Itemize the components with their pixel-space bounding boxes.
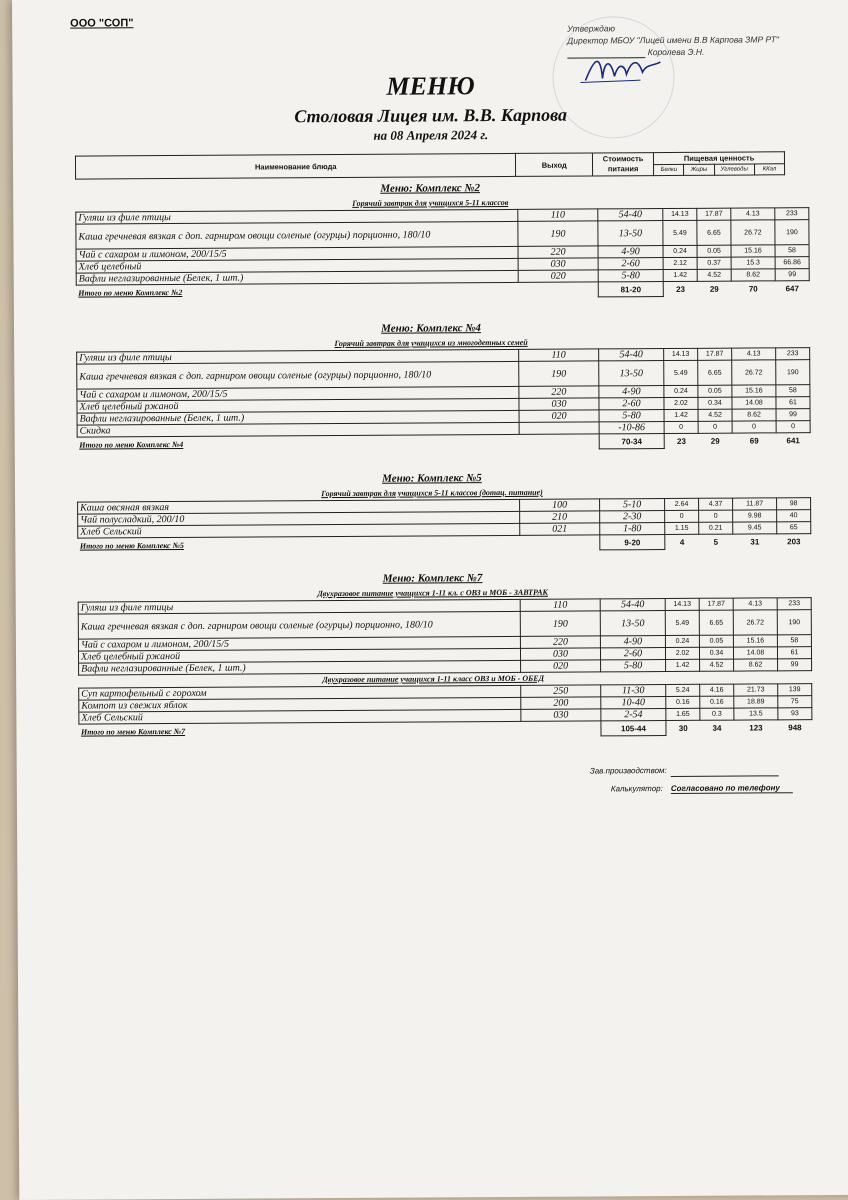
dish-yield: 110 bbox=[518, 209, 598, 221]
dish-carbs: 0 bbox=[732, 421, 776, 433]
dish-protein: 0.16 bbox=[666, 696, 700, 708]
header-fat: Жиры bbox=[684, 164, 714, 175]
dish-kcal: 233 bbox=[777, 598, 811, 610]
dish-yield: 030 bbox=[518, 258, 598, 270]
dish-carbs: 4.13 bbox=[732, 348, 776, 360]
dish-name: Хлеб Сельский bbox=[79, 709, 521, 724]
total-fat: 34 bbox=[712, 723, 722, 733]
total-row bbox=[77, 433, 810, 452]
dish-carbs: 4.13 bbox=[731, 208, 775, 220]
header-carbs: Углеводы bbox=[714, 164, 754, 175]
dish-protein: 5.49 bbox=[665, 610, 699, 635]
dish-carbs: 14.08 bbox=[732, 397, 776, 409]
dish-fat: 6.65 bbox=[697, 220, 731, 245]
dish-carbs: 26.72 bbox=[731, 220, 775, 245]
dish-price: 4-90 bbox=[599, 386, 664, 398]
total-kcal: 641 bbox=[786, 435, 800, 446]
dish-yield: 021 bbox=[520, 523, 600, 535]
signature-line bbox=[567, 47, 645, 58]
total-protein: 23 bbox=[676, 436, 686, 446]
total-carbs: 31 bbox=[750, 537, 760, 547]
dish-fat: 6.65 bbox=[698, 360, 732, 385]
dish-fat: 0 bbox=[699, 510, 733, 522]
dish-protein: 0 bbox=[665, 510, 699, 522]
dish-fat: 0.21 bbox=[699, 522, 733, 534]
dish-kcal: 0 bbox=[776, 421, 810, 433]
dish-name: Суп картофельный с горохом bbox=[79, 685, 521, 700]
dish-kcal: 98 bbox=[777, 498, 811, 510]
dish-yield: 190 bbox=[518, 221, 598, 246]
dish-name: Вафли неглазированные (Белек, 1 шт.) bbox=[76, 270, 518, 285]
canteen-name: Столовая Лицея им. В.В. Карпова bbox=[294, 104, 568, 127]
dish-price: 13-50 bbox=[598, 221, 663, 246]
dish-carbs: 4.13 bbox=[733, 598, 777, 610]
dish-kcal: 75 bbox=[778, 696, 812, 708]
dish-protein: 14.13 bbox=[665, 598, 699, 610]
dish-carbs: 21.73 bbox=[734, 684, 778, 696]
dish-yield: 190 bbox=[519, 361, 599, 386]
footer bbox=[17, 765, 848, 794]
group-subtitle: Горячий завтрак для учащихся 5-11 классов (дотац. питание) bbox=[321, 487, 543, 499]
dish-yield: 110 bbox=[520, 599, 600, 611]
dish-protein: 1.42 bbox=[663, 269, 697, 281]
dish-protein: 1.65 bbox=[666, 708, 700, 720]
menu-title: Меню: Комплекс №5 bbox=[382, 472, 482, 485]
group-subtitle: Двухразовое питание учащихся 1-11 класс ОВЗ и МОБ - ОБЕД bbox=[322, 673, 545, 685]
dish-price: 13-50 bbox=[599, 361, 664, 386]
total-protein: 23 bbox=[676, 284, 686, 294]
menu-table bbox=[78, 597, 812, 675]
dish-yield: 220 bbox=[519, 386, 599, 398]
dish-carbs: 8.62 bbox=[732, 409, 776, 421]
dish-price: 54-40 bbox=[600, 599, 665, 611]
menu-sheet bbox=[12, 0, 848, 1200]
dish-fat: 0.05 bbox=[699, 635, 733, 647]
dish-protein: 2.64 bbox=[665, 498, 699, 510]
dish-yield: 020 bbox=[521, 660, 601, 672]
dish-name: Вафли неглазированные (Белек, 1 шт.) bbox=[77, 410, 519, 425]
dish-fat: 0.34 bbox=[699, 647, 733, 659]
dish-fat: 4.52 bbox=[700, 659, 734, 671]
dish-yield: 020 bbox=[519, 410, 599, 422]
dish-carbs: 13.5 bbox=[734, 708, 778, 720]
total-kcal: 948 bbox=[788, 722, 802, 733]
approval-name: Королева Э.Н. bbox=[647, 46, 705, 58]
dish-fat: 17.87 bbox=[699, 598, 733, 610]
dish-name: Хлеб целебный bbox=[76, 258, 518, 273]
dish-yield: 030 bbox=[520, 648, 600, 660]
total-label: Итого по меню Комплекс №5 bbox=[79, 540, 184, 551]
dish-carbs: 26.72 bbox=[732, 360, 776, 385]
dish-carbs: 8.62 bbox=[731, 269, 775, 281]
total-fat: 29 bbox=[710, 436, 720, 446]
dish-protein: 0.24 bbox=[665, 635, 699, 647]
total-label: Итого по меню Комплекс №4 bbox=[79, 439, 184, 450]
dish-carbs: 18.89 bbox=[734, 696, 778, 708]
dish-name: Хлеб целебный ржаной bbox=[77, 398, 519, 413]
dish-carbs: 15.16 bbox=[731, 245, 775, 257]
dish-name: Каша гречневая вязкая с доп. гарниром овощи соленые (огурцы) порционно, 180/10 bbox=[76, 221, 518, 249]
organization-name: ООО "СОП" bbox=[70, 17, 134, 30]
dish-kcal: 190 bbox=[775, 220, 809, 245]
dish-name: Чай полусладкий, 200/10 bbox=[78, 511, 520, 526]
approval-block bbox=[567, 21, 807, 58]
dish-yield: 210 bbox=[520, 511, 600, 523]
dish-fat: 0.16 bbox=[700, 696, 734, 708]
dish-carbs: 15.16 bbox=[732, 385, 776, 397]
approval-line1: Утверждаю bbox=[567, 23, 616, 34]
dish-carbs: 9.45 bbox=[733, 522, 777, 534]
header-yield: Выход bbox=[516, 153, 593, 176]
dish-yield bbox=[519, 422, 599, 434]
dish-kcal: 99 bbox=[778, 659, 812, 671]
dish-fat: 0.34 bbox=[698, 397, 732, 409]
dish-fat: 6.65 bbox=[699, 610, 733, 635]
page-title: МЕНЮ bbox=[386, 71, 475, 101]
calc-value: Согласовано по телефону bbox=[671, 783, 793, 794]
menu-section bbox=[77, 470, 801, 553]
dish-name: Чай с сахаром и лимоном, 200/15/5 bbox=[76, 246, 518, 261]
dish-protein: 14.13 bbox=[664, 348, 698, 360]
total-price: 9-20 bbox=[600, 535, 665, 550]
dish-kcal: 190 bbox=[776, 360, 810, 385]
dish-price: 4-90 bbox=[598, 246, 663, 258]
total-kcal: 647 bbox=[785, 283, 799, 294]
header-dish: Наименование блюда bbox=[75, 153, 516, 179]
total-carbs: 69 bbox=[749, 436, 759, 446]
dish-carbs: 9.98 bbox=[733, 510, 777, 522]
dish-protein: 1.42 bbox=[664, 409, 698, 421]
dish-yield: 030 bbox=[519, 398, 599, 410]
menu-title: Меню: Комплекс №4 bbox=[381, 322, 481, 335]
total-row bbox=[78, 534, 811, 553]
dish-name: Гуляш из филе птицы bbox=[77, 349, 519, 364]
dish-yield: 220 bbox=[520, 636, 600, 648]
dish-fat: 0.05 bbox=[698, 385, 732, 397]
dish-name: Чай с сахаром и лимоном, 200/15/5 bbox=[77, 386, 519, 401]
total-kcal: 203 bbox=[787, 536, 801, 547]
dish-name: Вафли неглазированные (Белек, 1 шт.) bbox=[79, 660, 521, 675]
dish-fat: 17.87 bbox=[698, 348, 732, 360]
dish-kcal: 139 bbox=[778, 684, 812, 696]
dish-carbs: 8.62 bbox=[734, 659, 778, 671]
dish-yield: 110 bbox=[519, 349, 599, 361]
dish-name: Каша овсяная вязкая bbox=[78, 499, 520, 514]
dish-name: Гуляш из филе птицы bbox=[76, 209, 518, 224]
menu-section bbox=[78, 570, 802, 739]
group-subtitle: Горячий завтрак для учащихся из многодетных семей bbox=[334, 337, 528, 349]
dish-kcal: 65 bbox=[777, 522, 811, 534]
dish-kcal: 99 bbox=[775, 269, 809, 281]
dish-kcal: 61 bbox=[777, 647, 811, 659]
dish-price: -10-86 bbox=[599, 422, 664, 434]
dish-price: 2-60 bbox=[599, 398, 664, 410]
dish-fat: 17.87 bbox=[697, 208, 731, 220]
dish-protein: 0.24 bbox=[663, 245, 697, 257]
dish-kcal: 66.86 bbox=[775, 257, 809, 269]
manager-signature-line bbox=[671, 765, 779, 777]
menu-title: Меню: Комплекс №7 bbox=[382, 572, 483, 585]
dish-price: 5-10 bbox=[600, 499, 665, 511]
dish-kcal: 58 bbox=[776, 385, 810, 397]
dish-price: 2-60 bbox=[598, 258, 663, 270]
dish-price: 10-40 bbox=[601, 697, 666, 709]
dish-yield: 250 bbox=[521, 685, 601, 697]
dish-name: Чай с сахаром и лимоном, 200/15/5 bbox=[78, 636, 520, 651]
dish-fat: 4.16 bbox=[700, 684, 734, 696]
dish-carbs: 14.08 bbox=[733, 647, 777, 659]
calc-label: Калькулятор: bbox=[610, 784, 663, 794]
dish-protein: 1.15 bbox=[665, 522, 699, 534]
total-protein: 4 bbox=[679, 537, 685, 547]
dish-kcal: 40 bbox=[777, 510, 811, 522]
menu-section bbox=[75, 180, 801, 300]
dish-fat: 4.52 bbox=[698, 409, 732, 421]
dish-fat: 0.3 bbox=[700, 708, 734, 720]
dish-fat: 4.52 bbox=[697, 269, 731, 281]
dish-fat: 4.37 bbox=[699, 498, 733, 510]
total-protein: 30 bbox=[678, 723, 688, 733]
dish-name: Каша гречневая вязкая с доп. гарниром овощи соленые (огурцы) порционно, 180/10 bbox=[77, 361, 519, 389]
dish-price: 1-80 bbox=[600, 523, 665, 535]
manager-label: Зав.производством: bbox=[589, 766, 667, 776]
dish-kcal: 99 bbox=[776, 409, 810, 421]
total-label: Итого по меню Комплекс №7 bbox=[80, 726, 186, 737]
dish-price: 5-80 bbox=[598, 270, 663, 282]
dish-protein: 5.24 bbox=[666, 684, 700, 696]
total-price: 70-34 bbox=[599, 434, 664, 449]
dish-name: Скидка bbox=[77, 422, 519, 437]
group-subtitle: Двухразовое питание учащихся 1-11 кл. с ОВЗ и МОБ - ЗАВТРАК bbox=[317, 587, 548, 599]
menu-table bbox=[77, 497, 811, 553]
dish-price: 4-90 bbox=[600, 636, 665, 648]
dish-price: 5-80 bbox=[599, 410, 664, 422]
dish-carbs: 15.3 bbox=[731, 257, 775, 269]
dish-fat: 0.05 bbox=[697, 245, 731, 257]
dish-protein: 2.02 bbox=[664, 397, 698, 409]
dish-price: 5-80 bbox=[601, 660, 666, 672]
dish-price: 2-60 bbox=[600, 648, 665, 660]
dish-protein: 5.49 bbox=[664, 360, 698, 385]
dish-name: Хлеб Сельский bbox=[78, 523, 520, 538]
total-carbs: 123 bbox=[749, 723, 763, 733]
dish-price: 54-40 bbox=[598, 209, 663, 221]
menu-section bbox=[76, 320, 800, 452]
dish-protein: 5.49 bbox=[663, 220, 697, 245]
dish-yield: 200 bbox=[521, 697, 601, 709]
dish-kcal: 190 bbox=[777, 610, 811, 635]
dish-fat: 0 bbox=[698, 421, 732, 433]
dish-price: 13-50 bbox=[600, 611, 665, 636]
dish-kcal: 61 bbox=[776, 397, 810, 409]
menu-table bbox=[78, 683, 812, 739]
dish-protein: 2.02 bbox=[665, 647, 699, 659]
dish-carbs: 11.87 bbox=[733, 498, 777, 510]
header-nutrition: Пищевая ценность bbox=[654, 152, 785, 165]
dish-yield: 020 bbox=[518, 270, 598, 282]
table-header bbox=[75, 151, 785, 179]
dish-fat: 0.37 bbox=[697, 257, 731, 269]
dish-protein: 0 bbox=[664, 421, 698, 433]
dish-name: Хлеб целебный ржаной bbox=[78, 648, 520, 663]
menu-date: на 08 Апреля 2024 г. bbox=[373, 127, 489, 143]
dish-price: 54-40 bbox=[599, 349, 664, 361]
dish-kcal: 58 bbox=[777, 635, 811, 647]
header-protein: Белки bbox=[654, 164, 684, 175]
group-subtitle: Горячий завтрак для учащихся 5-11 классов bbox=[352, 197, 509, 208]
total-fat: 5 bbox=[713, 537, 719, 547]
menu-title: Меню: Комплекс №2 bbox=[380, 182, 481, 195]
dish-name: Гуляш из филе птицы bbox=[78, 599, 520, 614]
total-price: 105-44 bbox=[601, 721, 666, 736]
total-price: 81-20 bbox=[598, 282, 663, 297]
dish-protein: 2.12 bbox=[663, 257, 697, 269]
dish-yield: 030 bbox=[521, 709, 601, 721]
header-kcal: ККал bbox=[754, 164, 784, 175]
dish-carbs: 26.72 bbox=[733, 610, 777, 635]
total-carbs: 70 bbox=[748, 284, 758, 294]
dish-name: Каша гречневая вязкая с доп. гарниром овощи соленые (огурцы) порционно, 180/10 bbox=[78, 611, 520, 639]
dish-price: 2-54 bbox=[601, 709, 666, 721]
dish-price: 2-30 bbox=[600, 511, 665, 523]
menu-table bbox=[76, 347, 811, 452]
dish-protein: 1.42 bbox=[666, 659, 700, 671]
menu-table bbox=[75, 207, 810, 300]
dish-kcal: 58 bbox=[775, 245, 809, 257]
total-label: Итого по меню Комплекс №2 bbox=[78, 287, 183, 298]
dish-kcal: 93 bbox=[778, 708, 812, 720]
dish-name: Компот из свежих яблок bbox=[79, 697, 521, 712]
dish-yield: 100 bbox=[520, 499, 600, 511]
dish-yield: 190 bbox=[520, 611, 600, 636]
dish-kcal: 233 bbox=[775, 208, 809, 220]
dish-yield: 220 bbox=[518, 246, 598, 258]
approval-line2: Директор МБОУ "Лицей имени В.В Карпова ЗМР РТ" bbox=[567, 34, 779, 46]
total-row bbox=[79, 720, 812, 739]
dish-kcal: 233 bbox=[776, 348, 810, 360]
total-fat: 29 bbox=[709, 284, 719, 294]
dish-carbs: 15.16 bbox=[733, 635, 777, 647]
dish-price: 11-30 bbox=[601, 685, 666, 697]
header-price: Стоимость питания bbox=[592, 153, 653, 176]
dish-protein: 14.13 bbox=[663, 208, 697, 220]
dish-protein: 0.24 bbox=[664, 385, 698, 397]
